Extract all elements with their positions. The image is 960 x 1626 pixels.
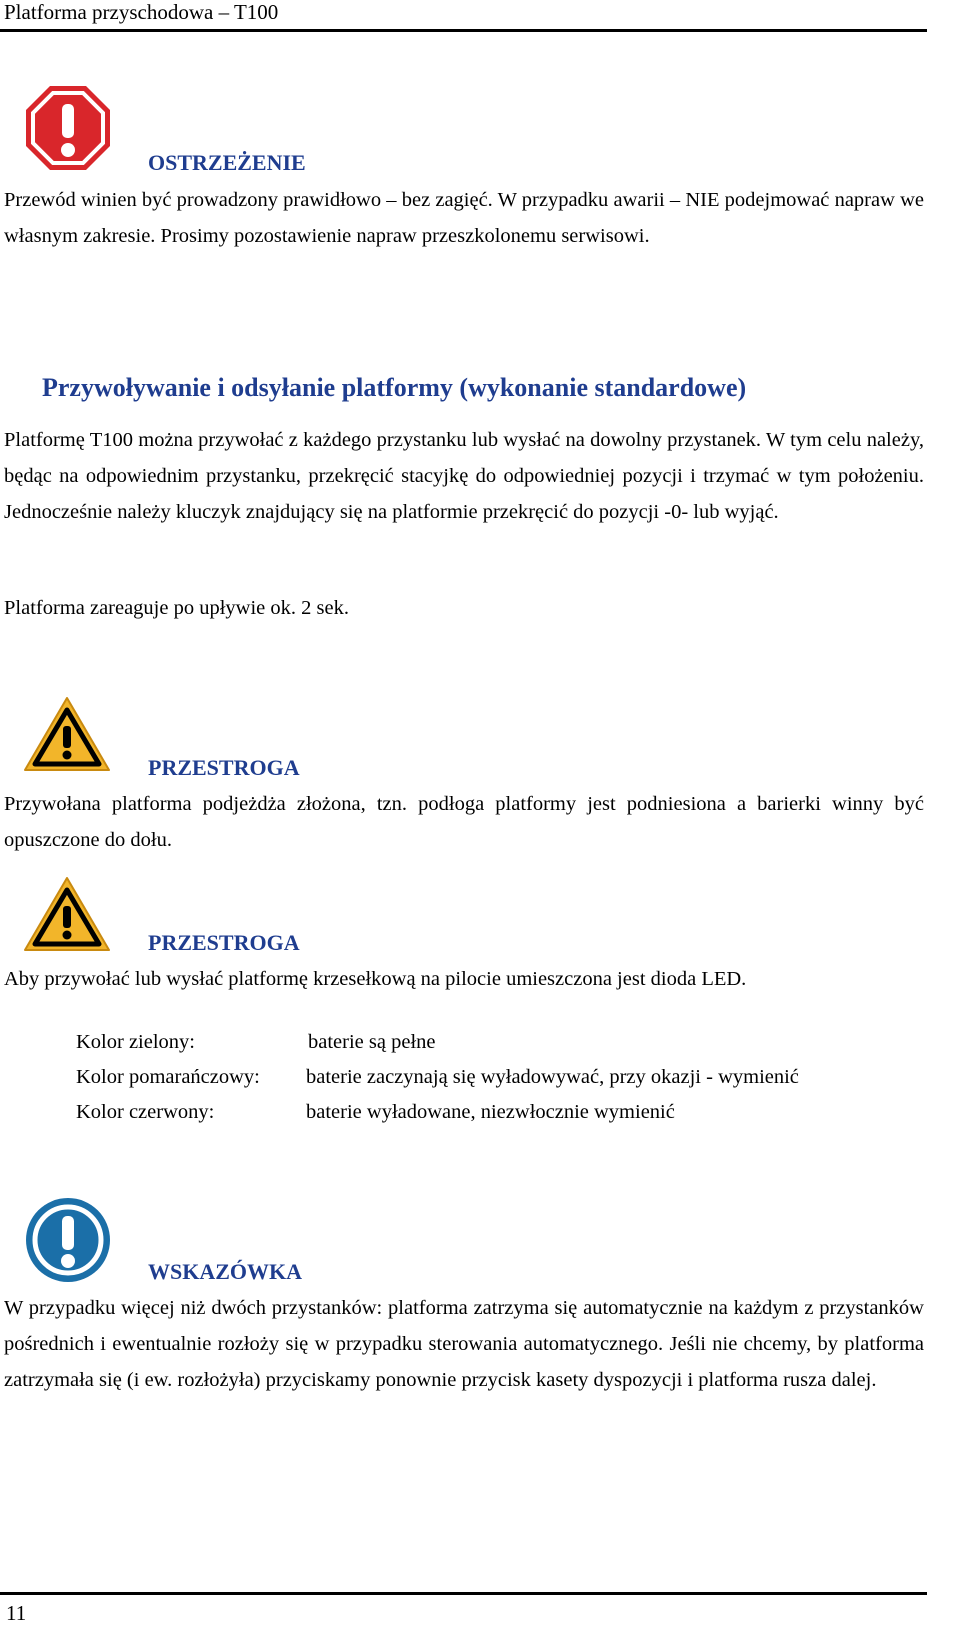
body-paragraph-2 [4,590,924,626]
page-number: 11 [6,1601,27,1625]
led-value-green: baterie są pełne [308,1031,436,1053]
section-heading: Przywoływanie i odsyłanie platformy (wykonanie standardowe) [42,373,747,402]
hint-text [4,1290,924,1398]
led-key-orange: Kolor pomarańczowy: [76,1066,260,1088]
caution-2-label: PRZESTROGA [148,930,300,955]
caution-2-paragraph: Aby przywołać lub wysłać platformę krzesełkową na pilocie umieszczona jest dioda LED. [4,968,747,990]
footer-rule [0,1592,927,1595]
body-text-2: Platforma zareaguje po upływie ok. 2 sek. [4,597,349,619]
led-key-green: Kolor zielony: [76,1031,195,1053]
body-text-1: Platformę T100 można przywołać z każdego przystanku lub wysłać na dowolny przystanek. W tym celu należy, będąc na odpowiednim przystanku, przekręcić stacyjkę do odpowiedniej pozycji i trzymać w tym położeniu. Jednocześnie należy kluczyk znajdujący się na platformie przekręcić do pozycji -0- lub wyjąć. [4,429,924,523]
led-value-red: baterie wyładowane, niezwłocznie wymienić [306,1101,675,1123]
warning-text [4,182,924,254]
info-exclamation-icon [24,1196,112,1284]
stop-exclamation-icon [24,84,112,172]
warning-triangle-icon [22,694,112,774]
led-key-red: Kolor czerwony: [76,1101,215,1123]
hint-label: WSKAZÓWKA [148,1259,303,1284]
caution-1-text [4,786,924,858]
header-rule [0,29,927,32]
led-value-orange: baterie zaczynają się wyładowywać, przy okazji - wymienić [306,1066,799,1088]
page-header-title: Platforma przyschodowa – T100 [4,0,279,24]
hint-paragraph: W przypadku więcej niż dwóch przystanków: platforma zatrzyma się automatycznie na każdym z przystanków pośrednich i ewentualnie rozłoży się w przypadku sterowania automatycznego. Jeśli nie chcemy, by platforma zatrzymała się (i ew. rozłożyła) przyciskamy ponownie przycisk kasety dyspozycji i platforma rusza dalej. [4,1297,924,1391]
warning-triangle-icon [22,874,112,954]
caution-1-label: PRZESTROGA [148,755,300,780]
warning-label: OSTRZEŻENIE [148,150,306,175]
caution-1-paragraph: Przywołana platforma podjeżdża złożona, tzn. podłoga platformy jest podniesiona a barierki winny być opuszczone do dołu. [4,793,924,851]
body-paragraph-1 [4,422,924,530]
caution-2-text [4,961,924,997]
warning-paragraph: Przewód winien być prowadzony prawidłowo – bez zagięć. W przypadku awarii – NIE podejmować napraw we własnym zakresie. Prosimy pozostawienie napraw przeszkolonemu serwisowi. [4,189,924,247]
